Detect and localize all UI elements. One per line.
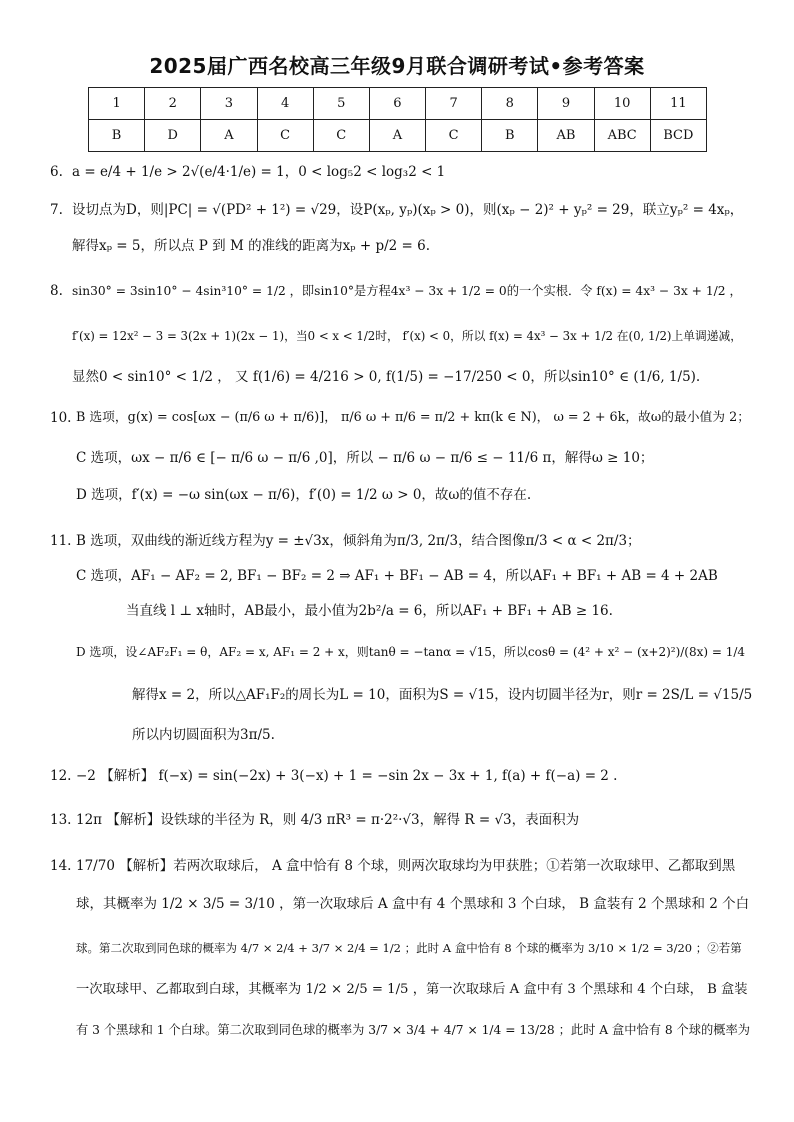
solution-q10-option-d: D 选项，f′(x) = −ω sin(ωx − π/6)，f′(0) = 1/2 ω > 0，故ω的值不存在. [76,487,532,503]
solution-q8-line2: f′(x) = 12x² − 3 = 3(2x + 1)(2x − 1)，当0 < x < 1/2时， f′(x) < 0，所以 f(x) = 4x³ − 3x + 1/2 在(0, 1/2)上单调递减， [72,329,743,343]
question-number: 6. [50,164,63,180]
answer-cell: D [145,120,201,152]
solution-q11-option-c-line2: 当直线 l ⊥ x轴时，AB最小，最小值为2b²/a = 6，所以AF₁ + BF₁ + AB ≥ 16. [126,603,613,619]
question-number: 7. [50,202,63,218]
solution-q8-line1: sin30° = 3sin10° − 4sin³10° = 1/2 ，即sin10°是方程4x³ − 3x + 1/2 = 0的一个实根．令 f(x) = 4x³ − 3x + 1/2 ， [72,284,742,298]
answer-cell: A [369,120,425,152]
answer-cell: B [89,120,145,152]
question-number: 14. [50,858,72,874]
solution-q14-line4: 一次取球甲、乙都取到白球，其概率为 1/2 × 2/5 = 1/5 ，第一次取球后 A 盒中有 3 个黑球和 4 个白球， B 盒装 [76,982,748,997]
question-number: 8. [50,283,63,299]
solution-q10-option-c: C 选项，ωx − π/6 ∈ [− π/6 ω − π/6 ,0]，所以 − π/6 ω − π/6 ≤ − 11/6 π，解得ω ≥ 10； [76,450,654,466]
question-number: 10. [50,410,72,426]
answer-table-numbers-row [89,88,707,120]
solution-q11-option-b: B 选项，双曲线的渐近线方程为y = ±√3x，倾斜角为π/3, 2π/3，结合图像π/3 < α < 2π/3； [76,533,641,549]
question-number: 12. [50,768,72,784]
solution-q11-option-d-line2: 解得x = 2，所以△AF₁F₂的周长为L = 10，面积为S = √15，设内切圆半径为r，则r = 2S/L = √15/5 [132,687,753,703]
solution-q6: a = e/4 + 1/e > 2√(e/4·1/e) = 1，0 < log₅2 < log₃2 < 1 [72,164,446,180]
solution-q12: −2 【解析】 f(−x) = sin(−2x) + 3(−x) + 1 = −sin 2x − 3x + 1, f(a) + f(−a) = 2 . [76,768,618,784]
answer-cell: AB [538,120,594,152]
answer-cell: ABC [594,120,650,152]
solution-q14-line2: 球，其概率为 1/2 × 3/5 = 3/10 ，第一次取球后 A 盒中有 4 个黑球和 3 个白球， B 盒装有 2 个黑球和 2 个白 [76,896,750,912]
answer-table-answers-row [89,120,707,152]
solution-q13: 12π 【解析】设铁球的半径为 R，则 4/3 πR³ = π·2²·√3，解得 R = √3，表面积为 [76,812,580,828]
answer-cell: C [426,120,482,152]
question-number-cell: 11 [650,88,706,120]
question-number: 11. [50,533,72,549]
answer-cell: A [201,120,257,152]
question-number-cell: 6 [369,88,425,120]
answer-cell: C [257,120,313,152]
question-number-cell: 9 [538,88,594,120]
question-number-cell: 5 [313,88,369,120]
question-number-cell: 3 [201,88,257,120]
solution-q7-line2: 解得xₚ = 5，所以点 P 到 M 的准线的距离为xₚ + p/2 = 6. [72,238,431,254]
question-number-cell: 7 [426,88,482,120]
solution-q11-option-d-line1: D 选项，设∠AF₂F₁ = θ，AF₂ = x, AF₁ = 2 + x，则tanθ = −tanα = √15，所以cosθ = (4² + x² − (x+2)²)/(8x) = 1/4 [76,645,746,659]
page-title: 2025届广西名校高三年级9月联合调研考试•参考答案 [149,54,645,78]
answer-cell: B [482,120,538,152]
answer-cell: BCD [650,120,706,152]
solution-q14-line1: 17/70 【解析】若两次取球后， A 盒中恰有 8 个球，则两次取球均为甲获胜；①若第一次取球甲、乙都取到黑 [76,858,736,874]
question-number-cell: 1 [89,88,145,120]
question-number-cell: 2 [145,88,201,120]
solution-q14-line5: 有 3 个黑球和 1 个白球。第二次取到同色球的概率为 3/7 × 3/4 + 4/7 × 1/4 = 13/28 ；此时 A 盒中恰有 8 个球的概率为 [76,1023,751,1037]
question-number-cell: 8 [482,88,538,120]
answer-table [88,87,707,152]
answer-cell: C [313,120,369,152]
solution-q11-option-c-line1: C 选项，AF₁ − AF₂ = 2, BF₁ − BF₂ = 2 ⇒ AF₁ + BF₁ − AB = 4，所以AF₁ + BF₁ + AB = 4 + 2AB [76,568,718,584]
question-number-cell: 10 [594,88,650,120]
solution-q7-line1: 设切点为D，则|PC| = √(PD² + 1²) = √29，设P(xₚ, yₚ)(xₚ > 0)，则(xₚ − 2)² + yₚ² = 29，联立yₚ² = 4xₚ， [72,202,744,218]
question-number: 13. [50,812,72,828]
solution-q14-line3: 球。第二次取到同色球的概率为 4/7 × 2/4 + 3/7 × 2/4 = 1/2 ；此时 A 盒中恰有 8 个球的概率为 3/10 × 1/2 = 3/20 ；②若第 [76,941,742,955]
question-number-cell: 4 [257,88,313,120]
solution-q10-option-b: B 选项，g(x) = cos[ωx − (π/6 ω + π/6)]， π/6 ω + π/6 = π/2 + kπ(k ∈ N)， ω = 2 + 6k，故ω的最小值为 2； [76,410,750,425]
solution-q11-option-d-line3: 所以内切圆面积为3π/5. [132,727,275,743]
solution-q8-line3: 显然0 < sin10° < 1/2 ， 又 f(1/6) = 4/216 > 0, f(1/5) = −17/250 < 0，所以sin10° ∈ (1/6, 1/5). [72,369,701,385]
